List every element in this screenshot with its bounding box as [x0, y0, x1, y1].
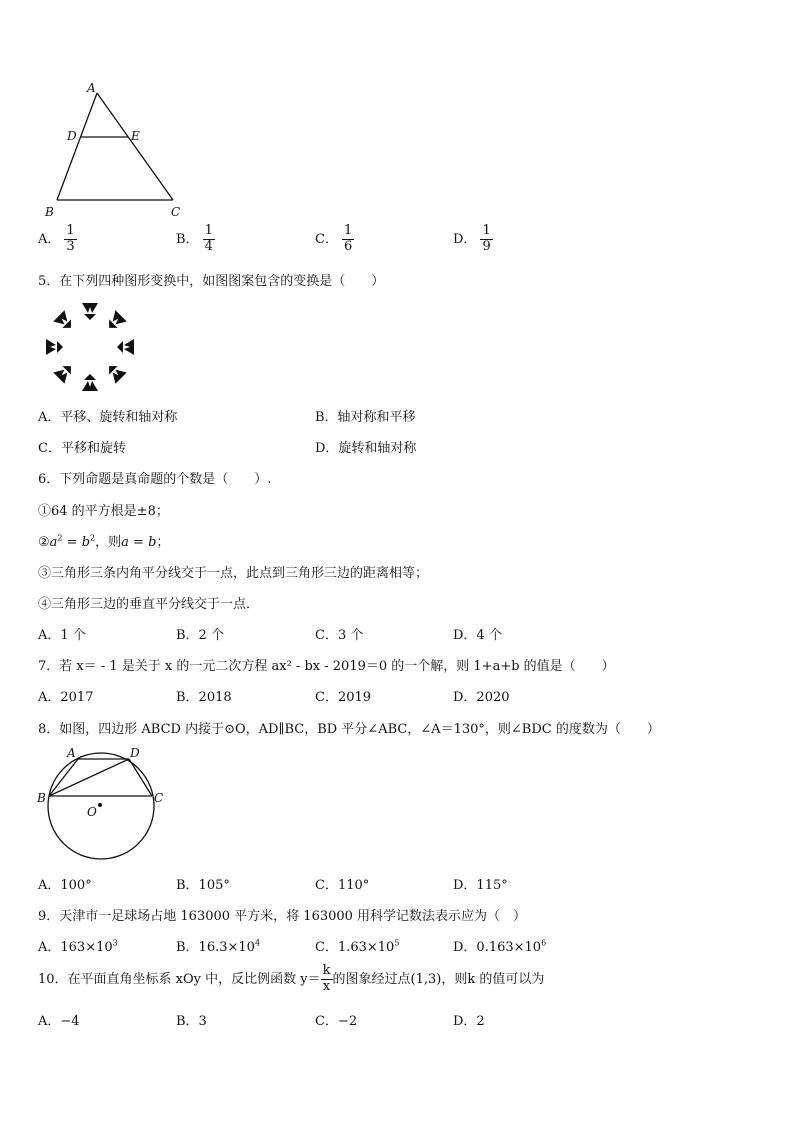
side-ab	[57, 93, 97, 200]
label-b: B	[45, 205, 54, 219]
q6-option-c[interactable]: C．3 个	[315, 628, 364, 643]
side-ac	[97, 93, 173, 200]
q8-question: 8．如图，四边形 ABCD 内接于⊙O，AD∥BC，BD 平分∠ABC，∠A＝130°，则∠BDC 的度数为（ ）	[38, 722, 660, 737]
fraction	[64, 224, 76, 255]
pattern-motif-7	[46, 339, 63, 355]
fraction	[321, 964, 333, 995]
q6-statement-1: ①64 的平方根是±8；	[38, 504, 169, 519]
label-e: E	[131, 129, 140, 143]
q6-option-b[interactable]: B．2 个	[176, 628, 224, 643]
q10-option-d[interactable]: D．2	[453, 1014, 485, 1029]
option-letter: B．	[176, 231, 199, 247]
q10-question	[38, 964, 544, 995]
center-dot	[98, 803, 102, 807]
q8-option-c[interactable]: C．110°	[315, 878, 370, 893]
q8-option-b[interactable]: B．105°	[176, 878, 230, 893]
denominator: 3	[66, 238, 75, 254]
numerator: k	[322, 963, 331, 978]
q9-option-d[interactable]	[453, 936, 546, 955]
numerator: 1	[343, 223, 353, 238]
label-d: D	[67, 129, 77, 143]
q9-option-a[interactable]	[38, 936, 118, 955]
q5-option-d[interactable]: D．旋转和轴对称	[315, 441, 417, 456]
label-o: O	[87, 805, 97, 819]
var-a: a	[49, 535, 58, 550]
q6-statement-3: ③三角形三条内角平分线交于一点，此点到三角形三边的距离相等；	[38, 566, 429, 581]
pattern-motif-5	[82, 374, 98, 391]
q6-option-a[interactable]: A．1 个	[38, 628, 86, 643]
chord-bd	[49, 759, 129, 796]
option-letter: C．	[315, 231, 338, 247]
q9-question: 9．天津市一足球场占地 163000 平方米，将 163000 用科学记数法表示应为（ ）	[38, 909, 527, 924]
denominator: x	[322, 978, 331, 994]
q7-option-a[interactable]: A．2017	[38, 690, 94, 705]
option-exponent: 3	[112, 938, 118, 948]
option-base: D．0.163×10	[453, 940, 542, 955]
label-d: D	[130, 746, 140, 760]
label-b: B	[37, 791, 46, 805]
rotation-pattern-figure	[38, 298, 142, 396]
q7-option-c[interactable]: C．2019	[315, 690, 372, 705]
option-base: C．1.63×10	[315, 940, 395, 955]
q6-statement-4: ④三角形三边的垂直平分线交于一点．	[38, 597, 260, 612]
numerator: 1	[482, 223, 491, 238]
pattern-motif-3	[117, 339, 134, 355]
denominator: 4	[204, 238, 213, 254]
label-c: C	[171, 205, 181, 219]
var-a: a	[121, 535, 129, 550]
option-exponent: 5	[394, 938, 400, 948]
fraction	[203, 224, 215, 255]
circle-quadrilateral-figure	[36, 742, 170, 860]
numerator: 1	[66, 223, 75, 238]
option-letter: A．	[38, 231, 61, 247]
then-text: ，则	[95, 535, 122, 550]
q4-option-b[interactable]	[176, 224, 215, 255]
denominator: 9	[482, 238, 491, 254]
question-suffix: 的图象经过点(1,3)，则k 的值可以为	[332, 971, 545, 987]
label-c: C	[154, 791, 164, 805]
q10-option-a[interactable]: A．−4	[38, 1014, 80, 1029]
q8-option-a[interactable]: A．100°	[38, 878, 92, 893]
q4-option-a[interactable]	[38, 224, 77, 255]
q4-option-c[interactable]	[315, 224, 354, 255]
label-a: A	[67, 746, 76, 760]
q5-option-a[interactable]: A．平移、旋转和轴对称	[38, 410, 178, 425]
q7-option-b[interactable]: B．2018	[176, 690, 232, 705]
fraction	[480, 224, 492, 255]
q6-statement-2: $②a^2 = b^2$，则a = b；	[38, 533, 170, 550]
chord-ab	[49, 759, 78, 796]
q10-option-c[interactable]: C．−2	[315, 1014, 358, 1029]
label-a: A	[87, 81, 96, 95]
q7-option-d[interactable]: D．2020	[453, 690, 510, 705]
var-b: b	[81, 535, 91, 550]
end-mark: ；	[156, 535, 170, 550]
triangle-figure	[40, 80, 200, 225]
q5-option-b[interactable]: B．轴对称和平移	[315, 410, 416, 425]
option-base: A．163×10	[38, 940, 113, 955]
var-b: b	[148, 535, 157, 550]
q6-question: 6．下列命题是真命题的个数是（ ）.	[38, 472, 272, 487]
q5-option-c[interactable]: C．平移和旋转	[38, 441, 126, 456]
pattern-motif-2	[103, 310, 126, 333]
denominator: 6	[343, 238, 353, 254]
q9-option-c[interactable]	[315, 936, 399, 955]
option-exponent: 6	[541, 938, 547, 948]
q5-question: 5．在下列四种图形变换中，如图图案包含的变换是（ ）	[38, 274, 385, 289]
q7-question: 7．若 x＝ - 1 是关于 x 的一元二次方程 ax² - bx - 2019＝0 的一个解，则 1+a+b 的值是（ ）	[38, 659, 615, 674]
pattern-motif-8	[53, 310, 76, 333]
option-base: B．16.3×10	[176, 940, 255, 955]
statement-number: ②	[38, 535, 50, 550]
pattern-motif-4	[103, 360, 126, 383]
fraction	[342, 224, 354, 255]
q8-option-d[interactable]: D．115°	[453, 878, 508, 893]
q9-option-b[interactable]	[176, 936, 260, 955]
option-letter: D．	[453, 231, 477, 247]
pattern-motif-6	[53, 360, 76, 383]
question-prefix: 10．在平面直角坐标系 xOy 中，反比例函数 y＝	[38, 971, 321, 987]
q4-option-d[interactable]	[453, 224, 493, 255]
option-exponent: 4	[254, 938, 261, 948]
q10-option-b[interactable]: B．3	[176, 1014, 207, 1029]
numerator: 1	[204, 223, 213, 238]
chord-dc	[129, 759, 152, 796]
pattern-motif	[82, 303, 98, 320]
q6-option-d[interactable]: D．4 个	[453, 628, 502, 643]
